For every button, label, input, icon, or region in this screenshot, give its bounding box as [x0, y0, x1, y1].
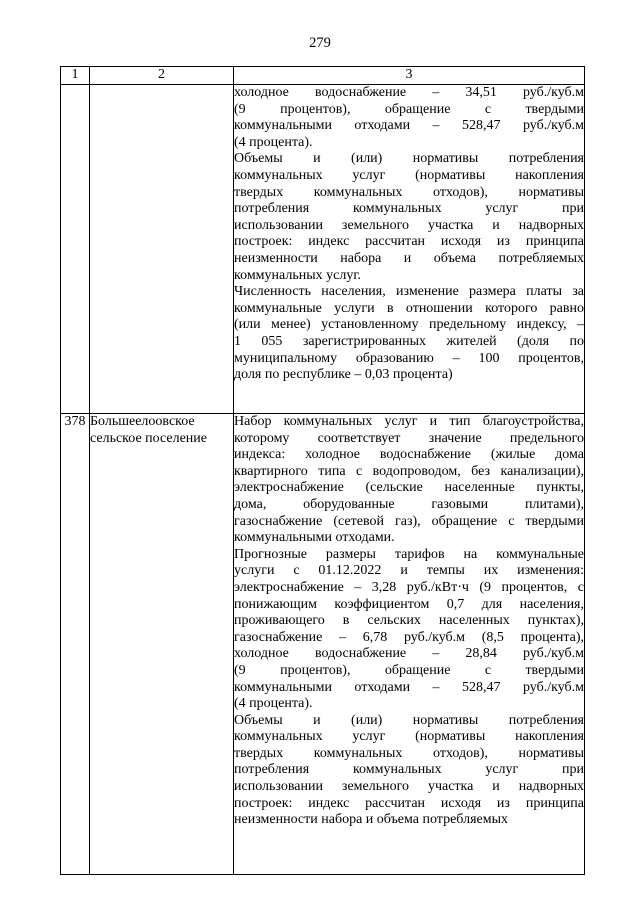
text-line: дома, оборудованные газовыми плитами), — [234, 496, 584, 512]
text-line: твердых коммунальных отходов), нормативы — [234, 184, 584, 200]
text-line: индекса: холодное водоснабжение (жилые дома — [234, 447, 584, 463]
text-line: доля по республике – 0,03 процента) — [234, 367, 453, 383]
text-line: муниципальному образованию – 100 процентов, — [234, 350, 584, 366]
tariff-table — [60, 66, 585, 875]
text-line: Прогнозные размеры тарифов на коммунальные — [234, 546, 584, 562]
text-line: использовании земельного участка и надворных — [234, 217, 584, 233]
text-line: квартирного типа с водопроводом, без канализации), — [234, 463, 584, 479]
text-line: Набор коммунальных услуг и тип благоустройства, — [234, 414, 584, 429]
paragraph — [234, 713, 584, 829]
text-line: коммунальные услуги в отношении которого равно — [234, 300, 584, 316]
municipality-name-line: Большеелоовское — [90, 414, 195, 429]
text-line: потребления коммунальных услуг при — [234, 201, 584, 217]
text-line: коммунальных услуг (нормативы накопления — [234, 167, 584, 183]
text-line: твердых коммунальных отходов), нормативы — [234, 745, 584, 761]
text-line: 1 055 зарегистрированных жителей (доля по — [234, 333, 584, 349]
text-line: коммунальными отходами – 528,47 руб./куб.м — [234, 679, 584, 695]
text-line: Объемы и (или) нормативы потребления — [234, 712, 584, 728]
text-line: услуги с 01.12.2022 и темпы их изменения: — [234, 563, 584, 579]
text-line: коммунальными отходами. — [234, 530, 395, 546]
table-row-378 — [61, 414, 585, 875]
text-line: неизменности набора и объема потребляемых — [234, 250, 584, 266]
paragraph — [234, 284, 584, 384]
text-line: газоснабжение – 6,78 руб./куб.м (8,5 процента), — [234, 629, 584, 645]
text-line: проживающего в сельских населенных пунктах), — [234, 613, 584, 629]
text-line: неизменности набора и объема потребляемых — [234, 812, 508, 828]
text-line: электроснабжение (сельские населенные пункты, — [234, 480, 584, 496]
paragraph — [234, 85, 584, 151]
table-header-row — [61, 67, 585, 85]
column-header-1: 1 — [61, 67, 90, 85]
row-number-cell — [61, 85, 90, 414]
text-line: построек: индекс рассчитан исходя из принципа — [234, 234, 584, 250]
text-line: потребления коммунальных услуг при — [234, 762, 584, 778]
table-row-continued — [61, 85, 585, 414]
text-line: коммунальных услуг (нормативы накопления — [234, 729, 584, 745]
municipality-cell — [90, 85, 234, 414]
text-line: понижающим коэффициентом 0,7 для населения, — [234, 596, 584, 612]
description-cell — [234, 414, 585, 875]
text-line: электроснабжение – 3,28 руб./кВт·ч (9 процентов, с — [234, 579, 584, 595]
text-line: Объемы и (или) нормативы потребления — [234, 151, 584, 167]
text-line: построек: индекс рассчитан исходя из принципа — [234, 795, 584, 811]
text-line: которому соответствует значение предельного — [234, 430, 584, 446]
text-line: холодное водоснабжение – 28,84 руб./куб.м — [234, 646, 584, 662]
column-header-2: 2 — [90, 67, 234, 85]
page-number: 279 — [309, 35, 331, 51]
municipality-name-line: сельское поселение — [90, 430, 207, 446]
text-line: (9 процентов), обращение с твердыми — [234, 101, 584, 117]
text-line: использовании земельного участка и надворных — [234, 779, 584, 795]
text-line: (9 процентов), обращение с твердыми — [234, 662, 584, 678]
text-line: (4 процента). — [234, 696, 313, 712]
row-number-cell: 378 — [61, 414, 90, 875]
text-line: холодное водоснабжение – 34,51 руб./куб.м — [234, 85, 584, 100]
description-cell — [234, 85, 585, 414]
text-line: газоснабжение (сетевой газ), обращение с твердыми — [234, 513, 584, 529]
text-line: коммунальными отходами – 528,47 руб./куб.м — [234, 118, 584, 134]
column-header-3: 3 — [234, 67, 585, 85]
paragraph — [234, 414, 584, 547]
paragraph — [234, 547, 584, 713]
text-line: (4 процента). — [234, 134, 313, 150]
text-line: (или менее) установленному предельному индексу, – — [234, 317, 584, 333]
municipality-cell — [90, 414, 234, 875]
text-line: коммунальных услуг. — [234, 267, 362, 283]
text-line: Численность населения, изменение размера платы за — [234, 284, 584, 300]
paragraph — [234, 151, 584, 284]
